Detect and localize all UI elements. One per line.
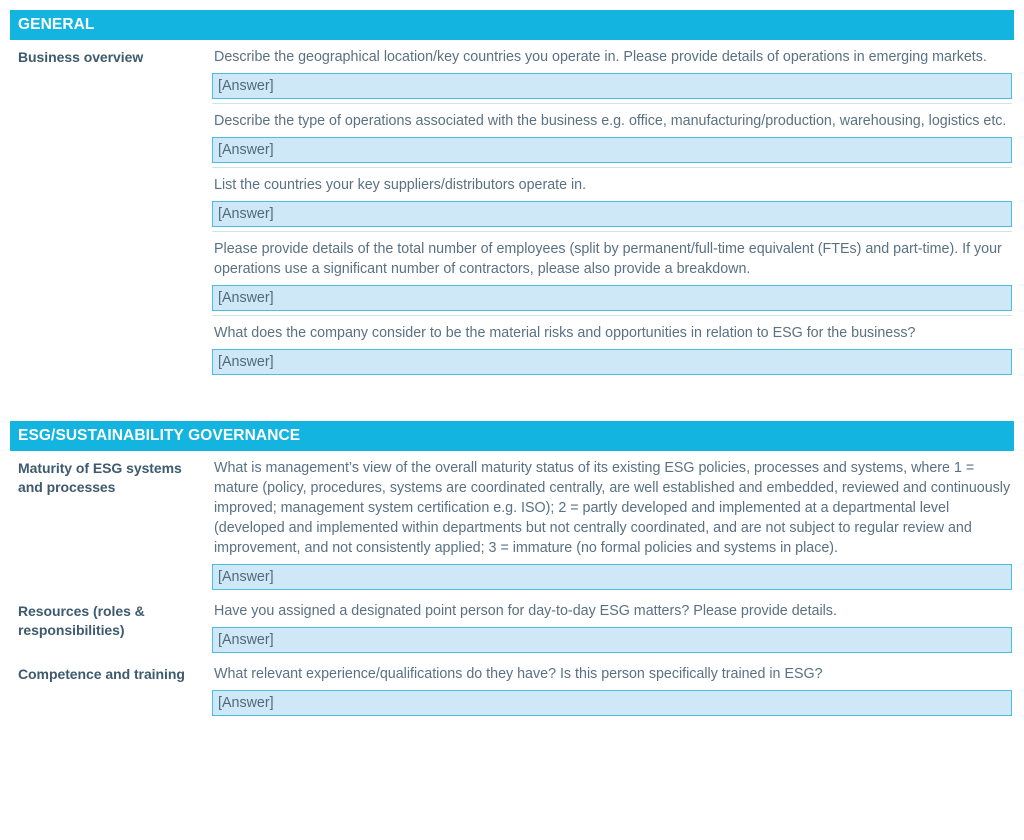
- section-header: [10, 421, 1014, 451]
- answer-input[interactable]: [212, 285, 1012, 311]
- answer-placeholder-text: [Answer]: [218, 632, 274, 649]
- row-questions: [212, 594, 1014, 657]
- row-label: Competence and training: [18, 666, 185, 683]
- answer-placeholder-text: [Answer]: [218, 141, 274, 158]
- answer-placeholder-text: [Answer]: [218, 569, 274, 586]
- section-header-title: GENERAL: [18, 16, 95, 34]
- answer-input[interactable]: [212, 73, 1012, 99]
- answer-placeholder-text: [Answer]: [218, 353, 274, 370]
- row-label: Resources (roles & responsibilities): [18, 603, 145, 638]
- answer-input[interactable]: [212, 690, 1012, 716]
- row-label-cell: [10, 451, 212, 500]
- answer-placeholder-text: [Answer]: [218, 289, 274, 306]
- row-label-cell: [10, 594, 212, 643]
- row-label-cell: [10, 40, 212, 71]
- section-header: [10, 10, 1014, 40]
- section-header-title: ESG/SUSTAINABILITY GOVERNANCE: [18, 427, 301, 445]
- question-text: What is management’s view of the overall maturity status of its existing ESG policies, processes and systems, where 1 = mature (policy, procedures, systems are coordinated centrally, are well established and embedded, reviewed and continuously improved; management system certification e.g. ISO); 2 = partly developed and implemented at a departmental level (developed and implemented within departments but not centrally coordinated, and are not subject to regular review and improvement, and not consistently applied; 3 = immature (no formal policies and systems in place).: [214, 460, 1011, 557]
- answer-input[interactable]: [212, 201, 1012, 227]
- answer-input[interactable]: [212, 137, 1012, 163]
- question-block: [212, 451, 1012, 590]
- answer-placeholder-text: [Answer]: [218, 77, 274, 94]
- table-row: [10, 657, 1014, 720]
- questionnaire-section: [10, 421, 1014, 720]
- row-questions: [212, 40, 1014, 379]
- question-block: [212, 594, 1012, 653]
- row-questions: [212, 451, 1014, 594]
- questionnaire-section: [10, 10, 1014, 379]
- question-text: Please provide details of the total number of employees (split by permanent/full-time equivalent (FTEs) and part-time). If your operations use a significant number of contractors, please also provide a breakdown.: [214, 241, 1002, 278]
- question-text: List the countries your key suppliers/distributors operate in.: [214, 177, 587, 194]
- answer-placeholder-text: [Answer]: [218, 205, 274, 222]
- table-row: [10, 40, 1014, 379]
- question-text: What does the company consider to be the material risks and opportunities in relation to ESG for the business?: [214, 325, 916, 342]
- row-label: Business overview: [18, 49, 144, 65]
- question-block: [212, 40, 1012, 99]
- row-questions: [212, 657, 1014, 720]
- question-text: Describe the type of operations associated with the business e.g. office, manufacturing/production, warehousing, logistics etc.: [214, 113, 1007, 130]
- question-block: [212, 167, 1012, 227]
- question-block: [212, 103, 1012, 163]
- question-text: What relevant experience/qualifications do they have? Is this person specifically trained in ESG?: [214, 666, 823, 683]
- row-label-cell: [10, 657, 212, 688]
- answer-input[interactable]: [212, 627, 1012, 653]
- answer-input[interactable]: [212, 564, 1012, 590]
- question-block: [212, 315, 1012, 375]
- question-block: [212, 231, 1012, 311]
- row-label: Maturity of ESG systems and processes: [18, 460, 182, 495]
- table-row: [10, 451, 1014, 594]
- answer-placeholder-text: [Answer]: [218, 695, 274, 712]
- answer-input[interactable]: [212, 349, 1012, 375]
- question-text: Describe the geographical location/key countries you operate in. Please provide details of operations in emerging markets.: [214, 49, 987, 65]
- question-text: Have you assigned a designated point person for day-to-day ESG matters? Please provide details.: [214, 603, 837, 620]
- question-block: [212, 657, 1012, 716]
- table-row: [10, 594, 1014, 657]
